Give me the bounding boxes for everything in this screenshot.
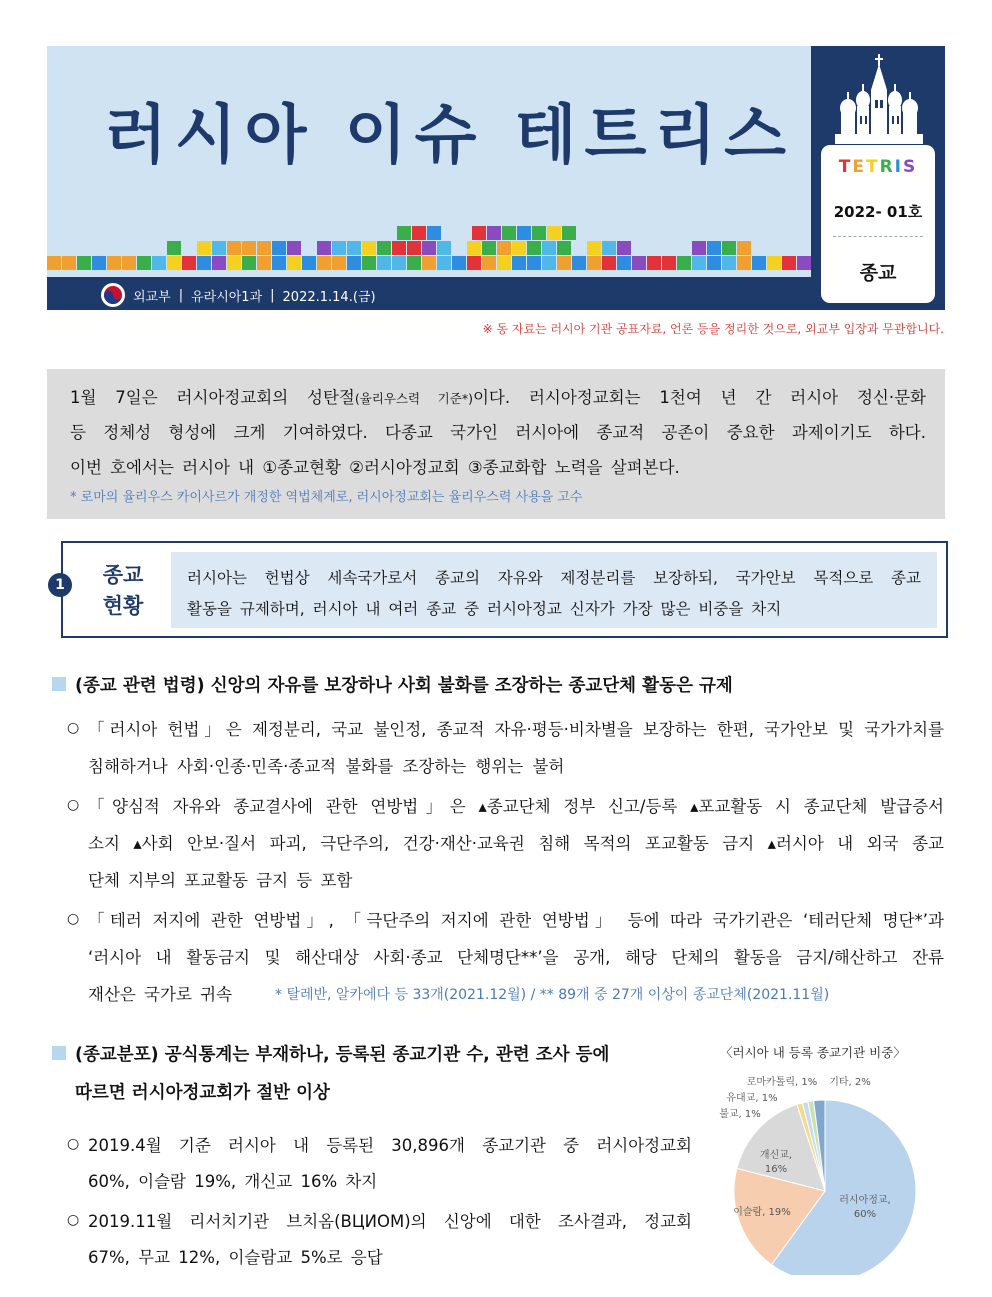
law-bullet-2-line-1: 「양심적 자유와 종교결사에 관한 연방법」은 ▴종교단체 정부 신고/등록 ▴포교활동 시 종교단체 발급증서 (88, 797, 944, 816)
pie-slice-label: 이슬람, 19% (733, 1207, 791, 1218)
law-bullet-1-line-2: 침해하거나 사회·인종·민족·종교적 불화를 조장하는 행위는 불허 (88, 757, 565, 776)
division-name: 유라시아1과 (191, 289, 263, 305)
wordmark-letter: T (865, 157, 880, 177)
tetris-blocks-decoration (47, 226, 847, 271)
issue-number: 2022- 01호 (833, 203, 923, 221)
wordmark-letter: S (903, 157, 918, 177)
pie-slice-label: 개신교, (759, 1150, 793, 1161)
heading-square-icon (52, 1046, 66, 1060)
distribution-bullet-2-line-1: 2019.11월 리서치기관 브치옴(ВЦИОМ)의 신앙에 대한 조사결과, 정교회 (88, 1212, 692, 1231)
pie-slice-value-label: 60% (853, 1209, 877, 1220)
government-emblem-icon (101, 283, 125, 307)
wordmark-letter: E (852, 157, 866, 177)
section-summary-line-2: 활동을 규제하며, 러시아 내 여러 종교 중 러시아정교 신자가 가장 많은 비중을 차지 (187, 600, 782, 618)
ministry-name: 외교부 (133, 289, 171, 305)
publisher-info (101, 283, 376, 307)
law-bullet-3-line-1: 「테러 저지에 관한 연방법」, 「극단주의 저지에 관한 연방법」 등에 따라 국가기관은 ‘테러단체 명단*’과 (88, 911, 944, 930)
distribution-heading-line-1: (종교분포) 공식통계는 부재하나, 등록된 종교기관 수, 관련 조사 등에 (75, 1045, 610, 1065)
distribution-bullet-1-line-1: 2019.4월 기준 러시아 내 등록된 30,896개 종교기관 중 러시아정교회 (88, 1136, 692, 1155)
intro-line-1: 1월 7일은 러시아정교회의 성탄절(율리우스력 기준*)이다. 러시아정교회는 1천여 년 간 러시아 정신·문화 (70, 388, 926, 407)
issue-topic: 종교 (859, 262, 897, 284)
distribution-bullet-2-line-2: 67%, 무교 12%, 이슬람교 5%로 응답 (88, 1248, 383, 1267)
wordmark-letter: T (838, 157, 853, 177)
bullet-circle-icon: ○ (67, 1136, 80, 1152)
law-bullet-3-line-2: ‘러시아 내 활동금지 및 해산대상 사회·종교 단체명단**’을 공개, 해당 단체의 활동을 금지/해산하고 잔류 (88, 948, 944, 967)
religion-pie-chart (700, 1065, 930, 1275)
law-bullet-1-line-1: 「러시아 헌법」은 제정분리, 국교 불인정, 종교적 자유·평등·비차별을 보장하는 한편, 국가안보 및 국가가치를 (88, 720, 944, 739)
pie-slice-label: 불교, 1% (719, 1109, 761, 1120)
pie-slice-label: 유대교, 1% (726, 1093, 778, 1104)
chart-title: 〈러시아 내 등록 종교기관 비중〉 (720, 1045, 906, 1060)
intro-line-2: 등 정체성 형성에 크게 기여하였다. 다종교 국가인 러시아에 종교적 공존이 중요한 과제이기도 하다. (70, 423, 926, 442)
section-number-badge: 1 (48, 573, 72, 597)
separator: | (178, 287, 184, 303)
law-bullet-2-line-3: 단체 지부의 포교활동 금지 등 포함 (88, 871, 353, 890)
cathedral-icon (811, 50, 945, 150)
separator: | (270, 287, 275, 303)
pie-slice-label: 로마카톨릭, 1% (746, 1077, 818, 1088)
distribution-bullet-1-line-2: 60%, 이슬람 19%, 개신교 16% 차지 (88, 1172, 378, 1191)
bullet-circle-icon: ○ (67, 797, 80, 813)
law-bullet-3-footnote: * 탈레반, 알카에다 등 33개(2021.12월) / ** 89개 중 27개 이상이 종교단체(2021.11월) (275, 987, 830, 1003)
section-title: 종교 현황 (102, 563, 144, 618)
intro-line-3: 이번 호에서는 러시아 내 ①종교현황 ②러시아정교회 ③종교화합 노력을 살펴본다. (70, 458, 680, 477)
disclaimer: ※ 동 자료는 러시아 기관 공표자료, 언론 등을 정리한 것으로, 외교부 입장과 무관합니다. (482, 322, 944, 336)
pie-slice-value-label: 16% (764, 1164, 788, 1175)
pie-slice-label: 기타, 2% (829, 1077, 871, 1088)
wordmark-letter: I (894, 157, 903, 177)
distribution-heading-line-2: 따르면 러시아정교회가 절반 이상 (75, 1083, 330, 1103)
bullet-circle-icon: ○ (67, 720, 80, 736)
publication-title: 러시아 이슈 테트리스 (105, 99, 794, 173)
bullet-circle-icon: ○ (67, 1212, 80, 1228)
law-heading: (종교 관련 법령) 신앙의 자유를 보장하나 사회 불화를 조장하는 종교단체 활동은 규제 (75, 676, 733, 696)
heading-square-icon (52, 677, 66, 691)
tetris-wordmark (821, 157, 935, 177)
bullet-circle-icon: ○ (67, 911, 80, 927)
law-bullet-2-line-2: 소지 ▴사회 안보·질서 파괴, 극단주의, 건강·재산·교육권 침해 목적의 포교활동 금지 ▴러시아 내 외국 종교 (88, 834, 944, 853)
law-bullet-3-line-3: 재산은 국가로 귀속 (88, 985, 233, 1004)
section-summary-line-1: 러시아는 헌법상 세속국가로서 종교의 자유와 제정분리를 보장하되, 국가안보 목적으로 종교 (187, 569, 921, 587)
pie-slice-label: 러시아정교, (839, 1195, 891, 1206)
card-divider (833, 236, 923, 237)
intro-footnote: * 로마의 율리우스 카이사르가 개정한 역법체계로, 러시아정교회는 율리우스력 사용을 고수 (70, 490, 583, 505)
wordmark-letter: R (879, 157, 895, 177)
publish-date: 2022.1.14.(금) (282, 289, 376, 305)
